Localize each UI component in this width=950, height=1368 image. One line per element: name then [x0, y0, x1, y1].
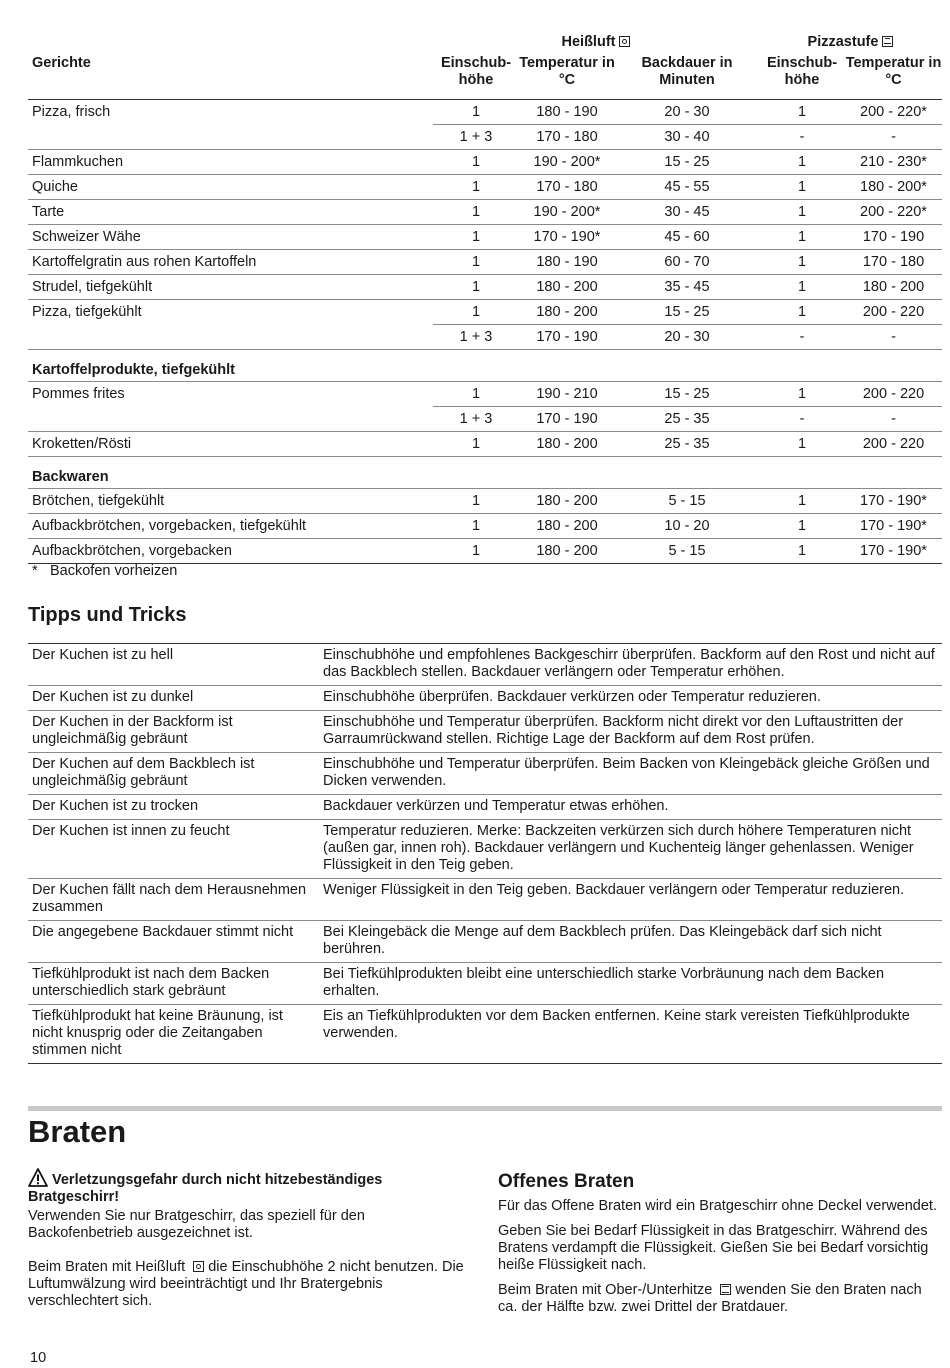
- table-cell: 190 - 210: [519, 382, 615, 407]
- table-cell: 1: [433, 100, 519, 125]
- table-cell: Pizza, frisch: [32, 104, 111, 121]
- tip-row: [28, 1005, 942, 1064]
- table-footnote: * Backofen vorheizen: [32, 563, 178, 579]
- table-cell: 10 - 20: [615, 514, 759, 539]
- table-cell: Tarte: [28, 200, 433, 225]
- table-cell: 200 - 220: [845, 432, 942, 457]
- tip-solution: Bei Tiefkühlprodukten bleibt eine unterschiedlich starke Vorbräunung nach dem Backen erhalten.: [319, 963, 942, 1005]
- tip-solution: Eis an Tiefkühlprodukten vor dem Backen entfernen. Keine stark vereisten Tiefkühlprodukte verwenden.: [319, 1005, 942, 1064]
- table-cell: 210 - 230*: [845, 150, 942, 175]
- table-cell: 190 - 200*: [519, 150, 615, 175]
- table-cell: 25 - 35: [615, 432, 759, 457]
- table-cell: 30 - 40: [615, 125, 759, 150]
- table-cell: 170 - 190*: [845, 539, 942, 564]
- table-row: [28, 514, 942, 539]
- table-cell: Pommes frites: [32, 386, 125, 403]
- tip-solution: Weniger Flüssigkeit in den Teig geben. Backdauer verlängern oder Temperatur reduzieren.: [319, 879, 942, 921]
- table-cell: 200 - 220*: [845, 200, 942, 225]
- table-cell: 1: [433, 300, 519, 325]
- tip-problem: Der Kuchen ist zu dunkel: [28, 686, 319, 711]
- table-cell: 45 - 60: [615, 225, 759, 250]
- table-cell: 1: [433, 250, 519, 275]
- table-cell: 180 - 200: [519, 275, 615, 300]
- open-roasting-p1: Für das Offene Braten wird ein Bratgeschirr ohne Deckel verwendet.: [498, 1198, 937, 1214]
- table-cell: 1: [759, 300, 845, 325]
- table-cell: -: [759, 407, 845, 432]
- tip-row: [28, 644, 942, 686]
- table-cell: -: [759, 125, 845, 150]
- table-cell: 1: [433, 489, 519, 514]
- table-cell: 170 - 180: [519, 175, 615, 200]
- table-cell: 180 - 190: [519, 100, 615, 125]
- tip-solution: Temperatur reduzieren. Merke: Backzeiten verkürzen sich durch höhere Temperaturen nicht (außen gar, innen roh). Backdauer verlängern und Kuchenteig länger gehenlassen. Weniger Flüssigkeit in den Teig geben.: [319, 820, 942, 879]
- table-cell: 200 - 220: [845, 300, 942, 325]
- tip-problem: Der Kuchen auf dem Backblech ist ungleichmäßig gebräunt: [28, 753, 319, 795]
- table-row: [28, 225, 942, 250]
- table-cell: 170 - 190: [845, 225, 942, 250]
- section-row: [28, 457, 942, 489]
- table-cell: 1: [759, 175, 845, 200]
- table-cell: -: [845, 325, 942, 350]
- table-cell: 60 - 70: [615, 250, 759, 275]
- warning-text: Verwenden Sie nur Bratgeschirr, das speziell für den Backofenbetrieb ausgezeichnet ist.: [28, 1208, 365, 1241]
- tip-problem: Tiefkühlprodukt hat keine Bräunung, ist nicht knusprig oder die Zeitangaben stimmen nicht: [28, 1005, 319, 1064]
- hot-air-fan-icon: [193, 1261, 204, 1272]
- tip-row: [28, 711, 942, 753]
- table-cell: Schweizer Wähe: [28, 225, 433, 250]
- table-cell: 180 - 200: [519, 514, 615, 539]
- table-cell: 1: [433, 200, 519, 225]
- table-cell: 180 - 200*: [845, 175, 942, 200]
- table-cell: [28, 407, 433, 432]
- column-header: Backdauer in Minuten: [615, 53, 759, 100]
- tip-row: [28, 963, 942, 1005]
- table-cell: 200 - 220*: [845, 100, 942, 125]
- tips-heading: Tipps und Tricks: [28, 604, 187, 626]
- table-row: [28, 200, 942, 225]
- tip-row: [28, 879, 942, 921]
- table-row: [28, 382, 942, 407]
- table-cell: 20 - 30: [615, 100, 759, 125]
- tip-problem: Der Kuchen fällt nach dem Herausnehmen zusammen: [28, 879, 319, 921]
- table-cell: 1: [433, 382, 519, 407]
- table-cell: 1: [759, 514, 845, 539]
- table-row: [28, 539, 942, 564]
- table-cell: 170 - 180: [519, 125, 615, 150]
- table-cell: 1 + 3: [433, 407, 519, 432]
- table-cell: 180 - 200: [519, 489, 615, 514]
- tip-row: [28, 686, 942, 711]
- top-bottom-heat-icon: [720, 1284, 731, 1295]
- hot-air-group-header: Heißluft: [433, 27, 759, 53]
- table-cell: 180 - 190: [519, 250, 615, 275]
- table-cell: Aufbackbrötchen, vorgebacken: [28, 539, 433, 564]
- table-cell: 1: [759, 250, 845, 275]
- table-cell: 1: [759, 382, 845, 407]
- table-cell: 1: [759, 432, 845, 457]
- open-roasting-section: [498, 1170, 942, 1324]
- tip-row: [28, 820, 942, 879]
- tip-problem: Der Kuchen in der Backform ist ungleichmäßig gebräunt: [28, 711, 319, 753]
- table-row: [28, 489, 942, 514]
- table-cell: 1: [759, 225, 845, 250]
- table-cell: 15 - 25: [615, 150, 759, 175]
- table-cell: [28, 325, 433, 350]
- table-cell: Brötchen, tiefgekühlt: [28, 489, 433, 514]
- table-cell: 1: [759, 200, 845, 225]
- open-roasting-heading: Offenes Braten: [498, 1171, 635, 1192]
- table-row: [28, 150, 942, 175]
- table-cell: Kartoffelgratin aus rohen Kartoffeln: [28, 250, 433, 275]
- table-cell: Quiche: [28, 175, 433, 200]
- table-cell: 200 - 220: [845, 382, 942, 407]
- pizza-setting-icon: [882, 36, 893, 47]
- section-divider: [28, 1106, 942, 1111]
- table-cell: 170 - 190: [519, 325, 615, 350]
- table-cell: -: [845, 407, 942, 432]
- table-cell: 35 - 45: [615, 275, 759, 300]
- tip-problem: Tiefkühlprodukt ist nach dem Backen unterschiedlich stark gebräunt: [28, 963, 319, 1005]
- table-cell: 5 - 15: [615, 489, 759, 514]
- column-header: Temperatur in °C: [845, 53, 942, 100]
- table-cell: 180 - 200: [519, 300, 615, 325]
- table-cell: 15 - 25: [615, 300, 759, 325]
- table-cell: 1: [433, 150, 519, 175]
- table-cell: 1: [433, 514, 519, 539]
- table-cell: Kroketten/Rösti: [28, 432, 433, 457]
- tip-solution: Backdauer verkürzen und Temperatur etwas erhöhen.: [319, 795, 942, 820]
- table-cell: Aufbackbrötchen, vorgebacken, tiefgekühlt: [28, 514, 433, 539]
- table-row: [28, 325, 942, 350]
- table-cell: 190 - 200*: [519, 200, 615, 225]
- table-row: [28, 125, 942, 150]
- tip-solution: Bei Kleingebäck die Menge auf dem Backblech prüfen. Das Kleingebäck darf sich nicht berühren.: [319, 921, 942, 963]
- table-cell: 1: [433, 275, 519, 300]
- table-cell: 180 - 200: [845, 275, 942, 300]
- table-cell: 25 - 35: [615, 407, 759, 432]
- tip-problem: Der Kuchen ist zu hell: [28, 644, 319, 686]
- table-cell: 1: [433, 225, 519, 250]
- tip-row: [28, 753, 942, 795]
- table-cell: Flammkuchen: [28, 150, 433, 175]
- table-cell: 45 - 55: [615, 175, 759, 200]
- table-cell: Pizza, tiefgekühlt: [32, 304, 142, 321]
- hot-air-fan-icon: [619, 36, 630, 47]
- table-row: [28, 250, 942, 275]
- table-cell: 170 - 190: [519, 407, 615, 432]
- table-cell: 170 - 190*: [845, 514, 942, 539]
- table-cell: 1: [433, 175, 519, 200]
- tip-problem: Die angegebene Backdauer stimmt nicht: [28, 921, 319, 963]
- section-row: [28, 350, 942, 382]
- table-cell: 1: [759, 489, 845, 514]
- table-cell: 1: [433, 432, 519, 457]
- tip-row: [28, 795, 942, 820]
- table-cell: -: [845, 125, 942, 150]
- table-row: [28, 100, 942, 125]
- table-row: [28, 407, 942, 432]
- table-cell: 5 - 15: [615, 539, 759, 564]
- tip-solution: Einschubhöhe und empfohlenes Backgeschirr überprüfen. Backform auf den Rost und nicht auf das Backblech stellen. Backdauer verlängern oder Temperatur erhöhen.: [319, 644, 942, 686]
- table-cell: 20 - 30: [615, 325, 759, 350]
- section-label: Kartoffelprodukte, tiefgekühlt: [28, 350, 942, 382]
- table-cell: 180 - 200: [519, 432, 615, 457]
- table-cell: 1: [759, 539, 845, 564]
- table-cell: 1: [759, 150, 845, 175]
- column-header: Temperatur in °C: [519, 53, 615, 100]
- tip-row: [28, 921, 942, 963]
- tip-solution: Einschubhöhe überprüfen. Backdauer verkürzen oder Temperatur reduzieren.: [319, 686, 942, 711]
- tip-solution: Einschubhöhe und Temperatur überprüfen. Backform nicht direkt vor den Luftaustritten der Garraumrückwand stellen. Richtige Lage der Backform auf dem Rost prüfen.: [319, 711, 942, 753]
- table-cell: 1: [759, 275, 845, 300]
- table-row: [28, 432, 942, 457]
- table-cell: Strudel, tiefgekühlt: [28, 275, 433, 300]
- table-row: [28, 275, 942, 300]
- warning-triangle-icon: [28, 1168, 48, 1187]
- table-cell: 1: [433, 539, 519, 564]
- pizza-group-header: Pizzastufe: [759, 27, 942, 53]
- table-cell: -: [759, 325, 845, 350]
- warning-title: Verletzungsgefahr durch nicht hitzebeständiges Bratgeschirr!: [28, 1168, 473, 1206]
- table-cell: 1 + 3: [433, 325, 519, 350]
- table-cell: 15 - 25: [615, 382, 759, 407]
- table-cell: 1: [759, 100, 845, 125]
- table-cell: 170 - 190*: [519, 225, 615, 250]
- table-cell: 170 - 190*: [845, 489, 942, 514]
- braten-heading: Braten: [28, 1114, 127, 1149]
- table-cell: 1 + 3: [433, 125, 519, 150]
- column-header: Gerichte: [28, 53, 433, 100]
- column-header: Einschub-höhe: [433, 53, 519, 100]
- cooking-table: [28, 27, 942, 564]
- table-cell: 180 - 200: [519, 539, 615, 564]
- open-roasting-p2: Geben Sie bei Bedarf Flüssigkeit in das Bratgeschirr. Während des Bratens verdampft die Flüssigkeit. Gießen Sie bei Bedarf vorsichtig heiße Flüssigkeit nach.: [498, 1223, 929, 1273]
- open-roasting-p3: Beim Braten mit Ober-/Unterhitze wenden Sie den Braten nach ca. der Hälfte bzw. zwei Drittel der Bratdauer.: [498, 1282, 922, 1315]
- tip-solution: Einschubhöhe und Temperatur überprüfen. Beim Backen von Kleingebäck gleiche Größen und Dicken verwenden.: [319, 753, 942, 795]
- table-cell: [28, 125, 433, 150]
- table-row: [28, 175, 942, 200]
- hot-air-note: Beim Braten mit Heißluft die Einschubhöhe 2 nicht benutzen. Die Luftumwälzung wird beeinträchtigt und Ihr Bratergebnis verschlechtert sich.: [28, 1259, 464, 1309]
- tips-table: [28, 643, 942, 1064]
- table-cell: 170 - 180: [845, 250, 942, 275]
- warning-block: [28, 1168, 473, 1327]
- table-cell: 30 - 45: [615, 200, 759, 225]
- column-header: Einschub-höhe: [759, 53, 845, 100]
- tip-problem: Der Kuchen ist innen zu feucht: [28, 820, 319, 879]
- page-number: 10: [30, 1350, 47, 1366]
- section-label: Backwaren: [28, 457, 942, 489]
- tip-problem: Der Kuchen ist zu trocken: [28, 795, 319, 820]
- table-row: [28, 300, 942, 325]
